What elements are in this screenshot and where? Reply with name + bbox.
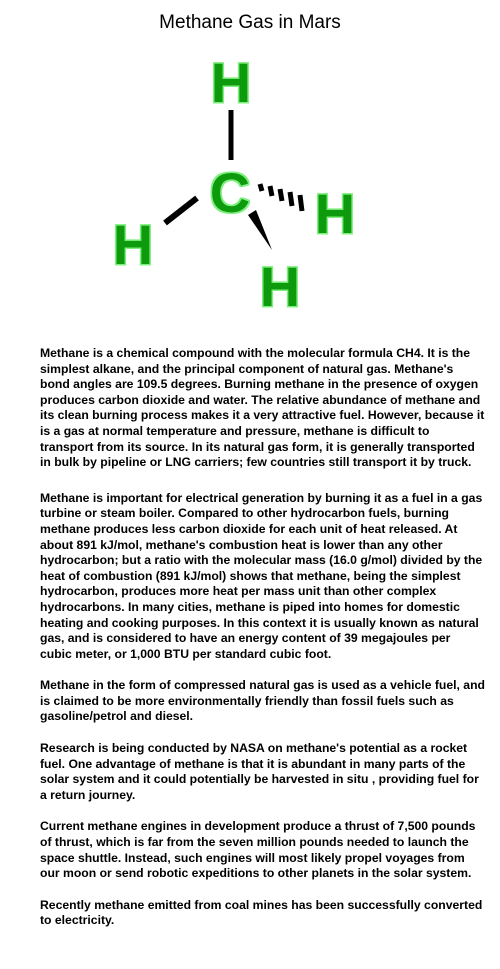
paragraph-vehicle-fuel: Methane in the form of compressed natural gas is used as a vehicle fuel, and is claimed to be more environmentally friendly than fossil fuels such as gasoline/petrol and diesel. — [40, 678, 485, 724]
bond-left — [165, 198, 197, 223]
bond-wedge — [248, 210, 272, 250]
paragraph-engines: Current methane engines in development produce a thrust of 7,500 pounds of thrust, which is far from the seven million pounds needed to launch the space shuttle. Instead, such engines will most likely propel voyages from our moon or send robotic expeditions to other planets in the solar system. — [40, 819, 476, 881]
methane-molecule-diagram — [100, 40, 380, 330]
bond-dashed-right — [260, 184, 302, 211]
atom-h-right: H — [314, 182, 356, 245]
atom-h-bottom: H — [259, 255, 301, 318]
paragraph-rocket-fuel: Research is being conducted by NASA on methane's potential as a rocket fuel. One advantage of methane is that it is abundant in many parts of the solar system and it could potentially be harvested in situ , providing fuel for a return journey. — [40, 741, 479, 802]
article-body — [40, 346, 485, 945]
atom-h-left: H — [112, 213, 154, 276]
paragraph-coal-mines: Recently methane emitted from coal mines has been successfully converted to electricity. — [40, 897, 483, 928]
atom-c: C — [209, 161, 251, 224]
page-title: Methane Gas in Mars — [159, 12, 341, 33]
paragraph-intro: Methane is a chemical compound with the molecular formula CH4. It is the simplest alkane, and the principal component of natural gas. Methane's bond angles are 109.5 degrees. Burning methane in the presence of oxygen produces carbon dioxide and water. The relative abundance of methane and its clean burning process makes it a very attractive fuel. However, because it is a gas at normal temperature and pressure, methane is difficult to transport from its source. In its natural gas form, it is generally transported in bulk by pipeline or LNG carriers; few countries still transport it by truck. — [40, 346, 485, 470]
atom-h-top: H — [210, 51, 252, 114]
paragraph-electrical-generation: Methane is important for electrical generation by burning it as a fuel in a gas turbine or steam boiler. Compared to other hydrocarbon fuels, burning methane produces less carbon dioxide for each unit of heat released. At about 891 kJ/mol, methane's combustion heat is lower than any other hydrocarbon; but a ratio with the molecular mass (16.0 g/mol) divided by the heat of combustion (891 kJ/mol) shows that methane, being the simplest hydrocarbon, produces more heat per mass unit than other complex hydrocarbons. In many cities, methane is piped into homes for domestic heating and cooking purposes. In this context it is usually known as natural gas, and is considered to have an energy content of 39 megajoules per cubic meter, or 1,000 BTU per standard cubic foot. — [40, 490, 483, 661]
